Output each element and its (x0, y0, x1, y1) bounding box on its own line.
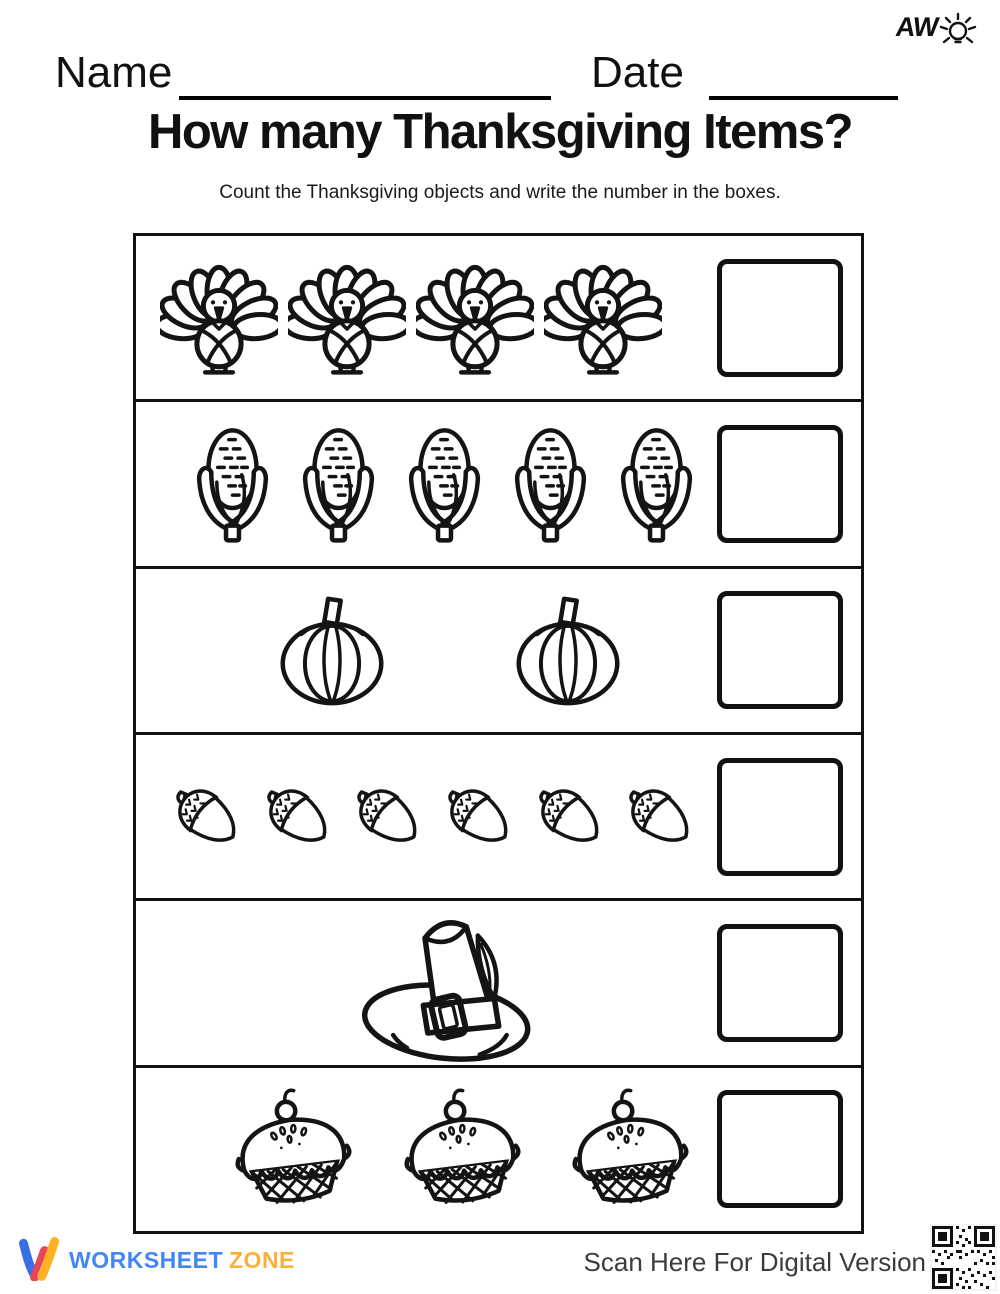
page-title: How many Thanksgiving Items? (147, 105, 853, 159)
worksheet-row-pies (136, 1068, 861, 1231)
turkey-icon (160, 260, 278, 376)
corn-icon (292, 423, 385, 545)
acorn-icon (525, 773, 616, 861)
acorn-icon (343, 773, 434, 861)
scan-here-text: Scan Here For Digital Version (583, 1247, 926, 1277)
row-items-pies (156, 1068, 706, 1231)
corn-icon (504, 423, 597, 545)
pumpkin-icon (266, 593, 398, 707)
acorn-icon (162, 773, 253, 861)
worksheetzone-logo (18, 1235, 295, 1286)
answer-box-turkeys[interactable] (717, 259, 843, 377)
brand-word-worksheet: WORKSHEET (69, 1247, 223, 1273)
worksheet-table (133, 233, 864, 1234)
turkey-icon (544, 260, 662, 376)
brand-word-zone: ZONE (229, 1247, 295, 1273)
corn-icon (186, 423, 279, 545)
turkey-icon (416, 260, 534, 376)
turkey-icon (288, 260, 406, 376)
date-fill-line[interactable] (709, 96, 898, 100)
answer-box-corn[interactable] (717, 425, 843, 543)
worksheet-row-corn (136, 402, 861, 568)
corn-icon (398, 423, 491, 545)
date-label: Date (591, 48, 684, 97)
aw-logo-text: AW (893, 12, 940, 42)
pie-icon (555, 1085, 706, 1213)
pie-icon (218, 1085, 369, 1213)
worksheet-row-acorns (136, 735, 861, 901)
lightbulb-icon (938, 12, 978, 57)
corn-icon (610, 423, 703, 545)
acorn-icon (253, 773, 344, 861)
name-fill-line[interactable] (179, 96, 551, 100)
row-items-corn (156, 402, 706, 565)
worksheetzone-w-icon (18, 1235, 62, 1286)
row-items-pumpkins (156, 569, 706, 732)
answer-box-pilgrim-hat[interactable] (717, 924, 843, 1042)
worksheet-row-pumpkins (136, 569, 861, 735)
answer-box-pies[interactable] (717, 1090, 843, 1208)
answer-box-pumpkins[interactable] (717, 591, 843, 709)
instruction-text: Count the Thanksgiving objects and write the number in the boxes. (219, 182, 781, 203)
acorn-icon (434, 773, 525, 861)
acorn-icon (615, 773, 706, 861)
answer-box-acorns[interactable] (717, 758, 843, 876)
qr-code (930, 1224, 997, 1291)
name-label: Name (55, 48, 173, 97)
worksheet-row-turkeys (136, 236, 861, 402)
pie-icon (387, 1085, 538, 1213)
row-items-turkeys (156, 236, 706, 399)
aw-logo (893, 12, 979, 57)
worksheet-row-pilgrim-hat (136, 901, 861, 1067)
pumpkin-icon (502, 593, 634, 707)
hat-icon (345, 903, 553, 1063)
row-items-acorns (156, 735, 706, 898)
row-items-pilgrim-hat (156, 901, 741, 1064)
